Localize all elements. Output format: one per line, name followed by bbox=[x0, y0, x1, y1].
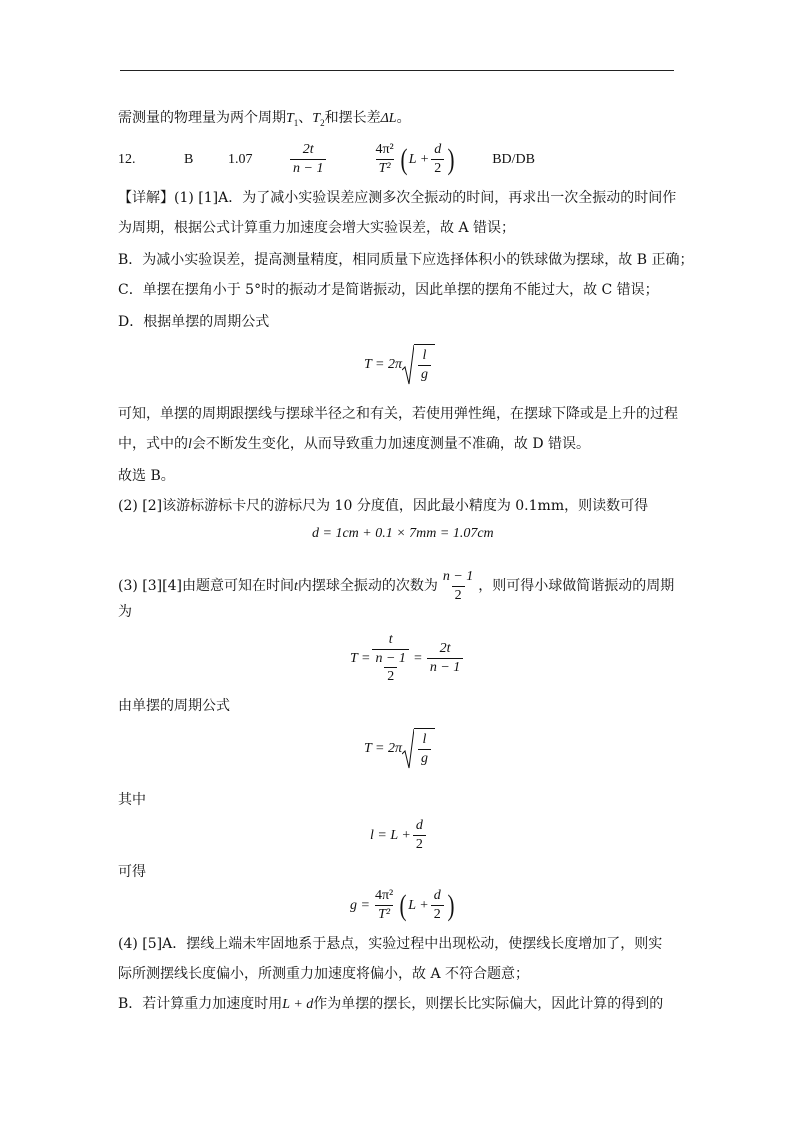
equals: = bbox=[413, 650, 422, 666]
sqrt bbox=[402, 728, 435, 770]
answer-row bbox=[118, 142, 535, 177]
fraction-denominator: 2 bbox=[431, 905, 444, 923]
eq-lhs: T = 2π bbox=[364, 741, 402, 756]
fraction-numerator: n − 1 bbox=[442, 568, 474, 584]
fraction-numerator: d bbox=[415, 818, 423, 833]
answer-3 bbox=[290, 142, 326, 177]
text: 中，式中的 bbox=[118, 436, 188, 452]
eq-lhs: T = 2π bbox=[364, 357, 402, 372]
text: (3) [3][4]由题意可知在时间 bbox=[118, 578, 294, 594]
fraction-numerator: l bbox=[422, 348, 427, 363]
text: B．若计算重力加速度时用 bbox=[118, 996, 283, 1012]
right-paren: ) bbox=[447, 888, 455, 922]
text: 会不断发生变化，从而导致重力加速度测量不准确，故 D 错误。 bbox=[191, 436, 591, 452]
fraction-numerator: 4π² bbox=[374, 888, 394, 903]
expr: L + bbox=[408, 151, 430, 167]
text-line: C．单摆在摆角小于 5°时的振动才是简谐振动，因此单摆的摆角不能过大，故 C 错误； bbox=[118, 282, 659, 298]
fraction-numerator: d bbox=[434, 142, 442, 157]
fraction bbox=[431, 142, 444, 177]
eq-lhs: g = bbox=[350, 897, 370, 913]
left-paren: ( bbox=[400, 142, 408, 176]
question-number: 12. bbox=[118, 151, 136, 167]
fraction-denominator: n − 1 bbox=[427, 658, 463, 676]
text-line: 可得 bbox=[118, 864, 146, 880]
text-line: D．根据单摆的周期公式 bbox=[118, 314, 270, 330]
left-paren: ( bbox=[399, 888, 407, 922]
text-line: 为 bbox=[118, 604, 132, 620]
fraction-numerator: l bbox=[422, 732, 427, 747]
text-line bbox=[118, 994, 663, 1015]
sqrt bbox=[402, 344, 435, 386]
var-T2: T bbox=[312, 111, 321, 126]
fraction-denominator bbox=[372, 649, 408, 685]
eq-lhs: l = L + bbox=[370, 827, 411, 843]
text-line: 【详解】(1) [1]A．为了减小实验误差应测多次全振动的时间，再求出一次全振动的时间作 bbox=[118, 190, 677, 206]
text-line: 由单摆的周期公式 bbox=[118, 698, 230, 714]
sub: 2 bbox=[320, 117, 325, 128]
fraction bbox=[440, 569, 476, 604]
text-line-1 bbox=[118, 108, 411, 133]
fraction-denominator: T² bbox=[376, 159, 394, 177]
text: 作为单摆的摆长，则摆长比实际偏大，因此计算的得到的 bbox=[313, 996, 664, 1012]
inner-numerator: n − 1 bbox=[375, 651, 406, 666]
fraction-numerator: 2t bbox=[302, 142, 314, 157]
fraction-numerator: t bbox=[388, 632, 393, 647]
answer-4-fraction bbox=[372, 142, 396, 177]
text: 、 bbox=[298, 110, 313, 126]
equation-length bbox=[370, 818, 428, 853]
expr: L + bbox=[408, 897, 429, 913]
text: ，则可得小球做简谐振动的周期 bbox=[478, 578, 675, 594]
var-dL: ΔL bbox=[380, 111, 397, 126]
fraction-denominator: n − 1 bbox=[290, 159, 326, 177]
equation-T-derivation bbox=[350, 632, 465, 685]
fraction bbox=[427, 641, 463, 676]
fraction-denominator: T² bbox=[375, 905, 393, 923]
fraction bbox=[431, 888, 444, 923]
text-line bbox=[118, 434, 590, 455]
answer-1: B bbox=[184, 151, 194, 167]
equation-period bbox=[364, 344, 435, 386]
text-line: 故选 B。 bbox=[118, 468, 175, 484]
header-rule bbox=[120, 70, 674, 71]
text: 。 bbox=[396, 110, 411, 126]
text-line: 为周期，根据公式计算重力加速度会增大实验误差，故 A 错误； bbox=[118, 220, 516, 236]
text: 和摆长差 bbox=[324, 110, 381, 126]
eq-lhs: T = bbox=[350, 650, 371, 666]
fraction-denominator: 2 bbox=[413, 835, 426, 853]
text-line: 其中 bbox=[118, 792, 146, 808]
text-line: (4) [5]A．摆线上端未牢固地系于悬点，实验过程中出现松动，使摆线长度增加了，则实 bbox=[118, 936, 663, 952]
var-l: l bbox=[188, 437, 192, 452]
fraction-denominator: 2 bbox=[452, 586, 465, 604]
text-line: B．为减小实验误差，提高测量精度，相同质量下应选择体积小的铁球做为摆球，故 B 正确； bbox=[118, 252, 694, 268]
sub: 1 bbox=[293, 117, 299, 128]
fraction bbox=[372, 888, 396, 923]
compound-fraction bbox=[372, 632, 408, 685]
equation-g bbox=[350, 888, 456, 923]
var-t: t bbox=[293, 579, 298, 594]
eq-d: d = 1cm + 0.1 × 7mm = 1.07cm bbox=[312, 526, 494, 541]
fraction-denominator: g bbox=[418, 749, 431, 767]
text: 需测量的物理量为两个周期 bbox=[118, 110, 286, 126]
text-line bbox=[118, 568, 674, 605]
fraction bbox=[413, 818, 426, 853]
text-line: 际所测摆线长度偏小，所测重力加速度将偏小，故 A 不符合题意； bbox=[118, 966, 530, 982]
fraction-numerator: d bbox=[433, 888, 441, 903]
fraction-numerator: 2t bbox=[439, 641, 451, 656]
text-line: (2) [2]该游标游标卡尺的游标尺为 10 分度值，因此最小精度为 0.1mm，则读数可得 bbox=[118, 498, 649, 514]
text-line: 可知，单摆的周期跟摆线与摆球半径之和有关，若使用弹性绳，在摆球下降或是上升的过程 bbox=[118, 406, 678, 422]
fraction-denominator: 2 bbox=[431, 159, 444, 177]
inner-denominator: 2 bbox=[384, 667, 397, 685]
equation-period-2 bbox=[364, 728, 435, 770]
var-T1: T bbox=[286, 111, 294, 126]
fraction-numerator: 4π² bbox=[375, 142, 394, 157]
fraction-denominator: g bbox=[418, 365, 431, 383]
answer-5: BD/DB bbox=[492, 151, 535, 167]
answer-2: 1.07 bbox=[228, 151, 253, 167]
equation-caliper bbox=[312, 526, 494, 542]
expr: L + d bbox=[282, 997, 314, 1012]
text: 内摆球全振动的次数为 bbox=[297, 578, 438, 594]
right-paren: ) bbox=[447, 142, 455, 176]
